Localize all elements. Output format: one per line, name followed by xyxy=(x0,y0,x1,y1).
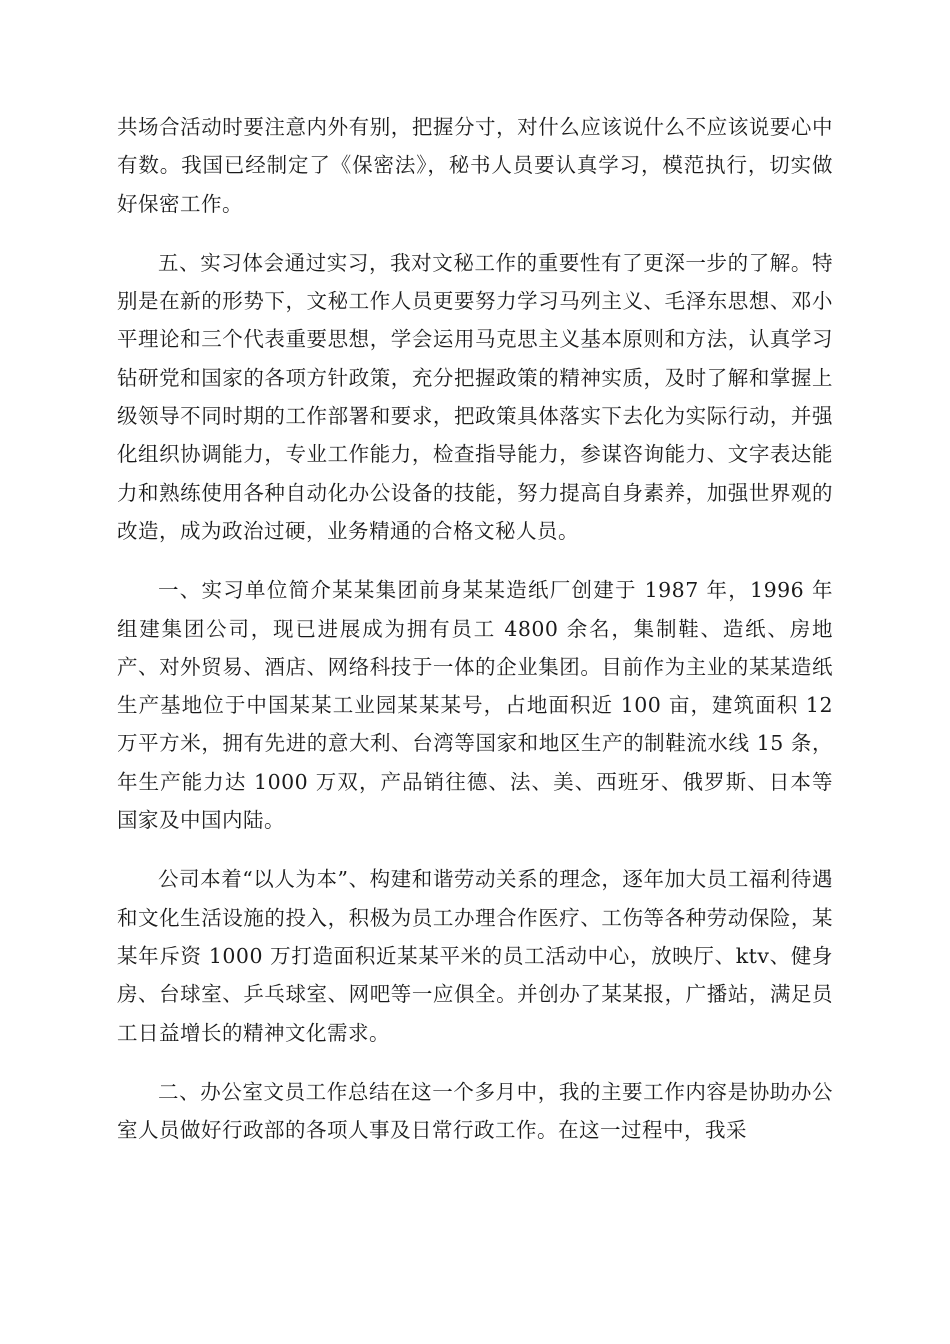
paragraph-company-introduction: 一、实习单位简介某某集团前身某某造纸厂创建于 1987 年，1996 年组建集团公司，现已进展成为拥有员工 4800 余名，集制鞋、造纸、房地产、对外贸易、酒店、网络科技于一体的企业集团。目前作为主业的某某造纸生产基地位于中国某某工业园某某某号，占地面积近 100 亩，建筑面积 12 万平方米，拥有先进的意大利、台湾等国家和地区生产的制鞋流水线 15 条，年生产能力达 1000 万双，产品销往德、法、美、西班牙、俄罗斯、日本等国家及中国内陆。 xyxy=(117,578,833,833)
paragraph-company-welfare: 公司本着“以人为本”、构建和谐劳动关系的理念，逐年加大员工福利待遇和文化生活设施的投入，积极为员工办理合作医疗、工伤等各种劳动保险，某某年斥资 1000 万打造面积近某某平米的员工活动中心，放映厅、ktv、健身房、台球室、乒乓球室、网吧等一应俱全。并创办了某某报，广播站，满足员工日益增长的精神文化需求。 xyxy=(117,867,833,1045)
paragraph-internship-experience: 五、实习体会通过实习，我对文秘工作的重要性有了更深一步的了解。特别是在新的形势下，文秘工作人员更要努力学习马列主义、毛泽东思想、邓小平理论和三个代表重要思想，学会运用马克思主义基本原则和方法，认真学习钻研党和国家的各项方针政策，充分把握政策的精神实质，及时了解和掌握上级领导不同时期的工作部署和要求，把政策具体落实下去化为实际行动，并强化组织协调能力，专业工作能力，检查指导能力，参谋咨询能力、文字表达能力和熟练使用各种自动化办公设备的技能，努力提高自身素养，加强世界观的改造，成为政治过硬，业务精通的合格文秘人员。 xyxy=(117,250,833,543)
paragraph-confidentiality-continued: 共场合活动时要注意内外有别，把握分寸，对什么应该说什么不应该说要心中有数。我国已经制定了《保密法》，秘书人员要认真学习，模范执行，切实做好保密工作。 xyxy=(117,115,833,216)
paragraph-office-work-summary: 二、办公室文员工作总结在这一个多月中，我的主要工作内容是协助办公室人员做好行政部的各项人事及日常行政工作。在这一过程中，我采 xyxy=(117,1079,833,1143)
document-body xyxy=(117,108,833,1170)
